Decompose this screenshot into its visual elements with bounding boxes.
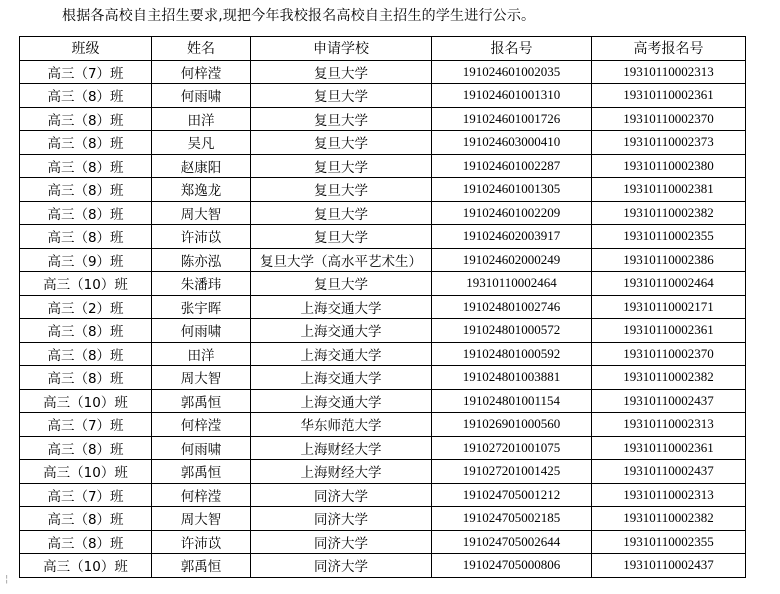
cell-registration-number: 191024601001310 — [432, 84, 592, 108]
table-body — [20, 60, 746, 577]
table-row — [20, 272, 746, 296]
cell-class: 高三（2）班 — [20, 295, 152, 319]
cell-class: 高三（8）班 — [20, 225, 152, 249]
cell-gaokao-number: 19310110002464 — [592, 272, 746, 296]
cell-registration-number: 191024801000572 — [432, 319, 592, 343]
admission-table — [19, 36, 746, 578]
cell-name: 吴凡 — [152, 131, 251, 155]
table-row — [20, 84, 746, 108]
cell-name: 何雨啸 — [152, 84, 251, 108]
table-row — [20, 201, 746, 225]
cell-class: 高三（8）班 — [20, 366, 152, 390]
cell-registration-number: 191024601002209 — [432, 201, 592, 225]
cell-name: 赵康阳 — [152, 154, 251, 178]
cell-name: 周大智 — [152, 201, 251, 225]
cell-gaokao-number: 19310110002313 — [592, 483, 746, 507]
cell-gaokao-number: 19310110002437 — [592, 554, 746, 578]
header-name: 姓名 — [152, 37, 251, 61]
cell-name: 朱潘玮 — [152, 272, 251, 296]
cell-registration-number: 191026901000560 — [432, 413, 592, 437]
table-row — [20, 107, 746, 131]
cell-registration-number: 191024705002644 — [432, 530, 592, 554]
cell-name: 张宇晖 — [152, 295, 251, 319]
cell-registration-number: 191024601001726 — [432, 107, 592, 131]
table-row — [20, 248, 746, 272]
table-row — [20, 178, 746, 202]
cell-school: 上海交通大学 — [251, 295, 432, 319]
cell-school: 复旦大学 — [251, 225, 432, 249]
table-row — [20, 60, 746, 84]
cell-school: 上海交通大学 — [251, 319, 432, 343]
table-row — [20, 413, 746, 437]
margin-mark: ¦ — [5, 574, 9, 585]
cell-registration-number: 19310110002464 — [432, 272, 592, 296]
cell-school: 复旦大学 — [251, 178, 432, 202]
cell-class: 高三（8）班 — [20, 201, 152, 225]
cell-name: 何雨啸 — [152, 436, 251, 460]
cell-registration-number: 191024801000592 — [432, 342, 592, 366]
table-row — [20, 554, 746, 578]
table-row — [20, 154, 746, 178]
cell-class: 高三（10）班 — [20, 460, 152, 484]
intro-text: 根据各高校自主招生要求,现把今年我校报名高校自主招生的学生进行公示。 — [62, 8, 536, 24]
cell-school: 上海交通大学 — [251, 366, 432, 390]
cell-school: 同济大学 — [251, 507, 432, 531]
cell-class: 高三（7）班 — [20, 413, 152, 437]
cell-school: 复旦大学 — [251, 154, 432, 178]
cell-name: 周大智 — [152, 366, 251, 390]
cell-gaokao-number: 19310110002373 — [592, 131, 746, 155]
cell-registration-number: 191024801003881 — [432, 366, 592, 390]
header-registration-number: 报名号 — [432, 37, 592, 61]
cell-name: 郭禹恒 — [152, 389, 251, 413]
cell-class: 高三（8）班 — [20, 154, 152, 178]
cell-gaokao-number: 19310110002313 — [592, 60, 746, 84]
cell-gaokao-number: 19310110002437 — [592, 389, 746, 413]
cell-name: 郑逸龙 — [152, 178, 251, 202]
table-row — [20, 366, 746, 390]
cell-class: 高三（8）班 — [20, 178, 152, 202]
cell-gaokao-number: 19310110002386 — [592, 248, 746, 272]
cell-registration-number: 191024705000806 — [432, 554, 592, 578]
cell-name: 郭禹恒 — [152, 460, 251, 484]
table-row — [20, 483, 746, 507]
cell-name: 许沛苡 — [152, 225, 251, 249]
cell-name: 郭禹恒 — [152, 554, 251, 578]
cell-registration-number: 191024601002035 — [432, 60, 592, 84]
cell-gaokao-number: 19310110002171 — [592, 295, 746, 319]
cell-school: 复旦大学 — [251, 272, 432, 296]
table-header-row — [20, 37, 746, 61]
cell-registration-number: 191024603000410 — [432, 131, 592, 155]
cell-class: 高三（7）班 — [20, 483, 152, 507]
cell-school: 复旦大学 — [251, 131, 432, 155]
cell-name: 何梓滢 — [152, 483, 251, 507]
cell-name: 许沛苡 — [152, 530, 251, 554]
table-row — [20, 389, 746, 413]
cell-school: 同济大学 — [251, 554, 432, 578]
cell-gaokao-number: 19310110002381 — [592, 178, 746, 202]
cell-school: 上海财经大学 — [251, 460, 432, 484]
cell-name: 田洋 — [152, 107, 251, 131]
cell-name: 何梓滢 — [152, 413, 251, 437]
header-gaokao-number: 高考报名号 — [592, 37, 746, 61]
cell-class: 高三（8）班 — [20, 107, 152, 131]
cell-registration-number: 191027201001425 — [432, 460, 592, 484]
cell-class: 高三（8）班 — [20, 530, 152, 554]
table-row — [20, 460, 746, 484]
cell-class: 高三（9）班 — [20, 248, 152, 272]
cell-gaokao-number: 19310110002370 — [592, 342, 746, 366]
cell-registration-number: 191024601002287 — [432, 154, 592, 178]
cell-class: 高三（10）班 — [20, 389, 152, 413]
table-row — [20, 295, 746, 319]
cell-school: 上海财经大学 — [251, 436, 432, 460]
cell-class: 高三（10）班 — [20, 272, 152, 296]
cell-gaokao-number: 19310110002382 — [592, 366, 746, 390]
table-row — [20, 342, 746, 366]
cell-gaokao-number: 19310110002370 — [592, 107, 746, 131]
table-row — [20, 225, 746, 249]
cell-gaokao-number: 19310110002382 — [592, 507, 746, 531]
table-row — [20, 131, 746, 155]
cell-registration-number: 191024602003917 — [432, 225, 592, 249]
cell-name: 周大智 — [152, 507, 251, 531]
cell-school: 同济大学 — [251, 483, 432, 507]
cell-gaokao-number: 19310110002355 — [592, 225, 746, 249]
cell-class: 高三（7）班 — [20, 60, 152, 84]
cell-school: 上海交通大学 — [251, 389, 432, 413]
table-row — [20, 319, 746, 343]
cell-gaokao-number: 19310110002361 — [592, 84, 746, 108]
header-school: 申请学校 — [251, 37, 432, 61]
cell-school: 同济大学 — [251, 530, 432, 554]
cell-class: 高三（8）班 — [20, 131, 152, 155]
cell-school: 复旦大学 — [251, 84, 432, 108]
table-row — [20, 530, 746, 554]
cell-class: 高三（8）班 — [20, 342, 152, 366]
table-row — [20, 436, 746, 460]
cell-registration-number: 191024602000249 — [432, 248, 592, 272]
cell-name: 陈亦泓 — [152, 248, 251, 272]
cell-school: 复旦大学（高水平艺术生） — [251, 248, 432, 272]
cell-gaokao-number: 19310110002361 — [592, 436, 746, 460]
cell-gaokao-number: 19310110002313 — [592, 413, 746, 437]
cell-class: 高三（8）班 — [20, 319, 152, 343]
cell-registration-number: 191027201001075 — [432, 436, 592, 460]
cell-school: 复旦大学 — [251, 107, 432, 131]
cell-school: 华东师范大学 — [251, 413, 432, 437]
cell-class: 高三（8）班 — [20, 436, 152, 460]
cell-class: 高三（10）班 — [20, 554, 152, 578]
cell-registration-number: 191024705002185 — [432, 507, 592, 531]
cell-class: 高三（8）班 — [20, 84, 152, 108]
cell-gaokao-number: 19310110002355 — [592, 530, 746, 554]
cell-gaokao-number: 19310110002382 — [592, 201, 746, 225]
cell-school: 上海交通大学 — [251, 342, 432, 366]
cell-class: 高三（8）班 — [20, 507, 152, 531]
cell-gaokao-number: 19310110002361 — [592, 319, 746, 343]
cell-gaokao-number: 19310110002437 — [592, 460, 746, 484]
table-row — [20, 507, 746, 531]
cell-name: 田洋 — [152, 342, 251, 366]
cell-name: 何雨啸 — [152, 319, 251, 343]
cell-school: 复旦大学 — [251, 201, 432, 225]
cell-name: 何梓滢 — [152, 60, 251, 84]
cell-registration-number: 191024801002746 — [432, 295, 592, 319]
cell-school: 复旦大学 — [251, 60, 432, 84]
header-class: 班级 — [20, 37, 152, 61]
cell-gaokao-number: 19310110002380 — [592, 154, 746, 178]
cell-registration-number: 191024705001212 — [432, 483, 592, 507]
cell-registration-number: 191024601001305 — [432, 178, 592, 202]
cell-registration-number: 191024801001154 — [432, 389, 592, 413]
